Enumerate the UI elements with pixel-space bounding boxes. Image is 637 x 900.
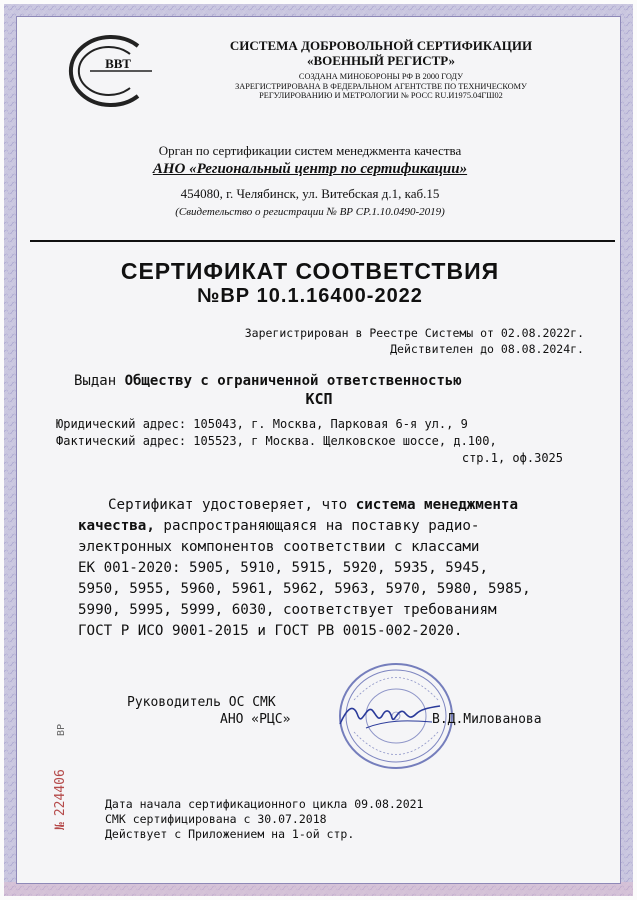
system-subtitle xyxy=(166,72,596,101)
certificate-title: СЕРТИФИКАТ СООТВЕТСТВИЯ xyxy=(120,258,500,284)
certification-body-registration: (Свидетельство о регистрации № ВР СР.1.10.0490-2019) xyxy=(175,206,445,218)
vvt-logo-icon xyxy=(60,32,158,110)
statement-line5: 5950, 5955, 5960, 5961, 5962, 5963, 5970, 5980, 5985, xyxy=(78,581,531,597)
certification-body-type: Орган по сертификации систем менеджмента качества xyxy=(158,143,462,158)
serial-series: ВР xyxy=(56,723,67,736)
statement-line2 xyxy=(78,518,479,534)
header-divider xyxy=(30,240,615,242)
appendix-note: Действует с Приложением на 1-ой стр. xyxy=(105,827,355,841)
certification-body-name: АНО «Региональный центр по сертификации» xyxy=(152,161,468,177)
signer-organization: АНО «РЦС» xyxy=(220,712,291,727)
system-title-line1: СИСТЕМА ДОБРОВОЛЬНОЙ СЕРТИФИКАЦИИ xyxy=(229,38,533,53)
certificate-number: №ВР 10.1.16400-2022 xyxy=(197,285,423,307)
serial-digits: 224406 xyxy=(53,769,68,817)
issued-to xyxy=(74,373,462,389)
valid-until: Действителен до 08.08.2024г. xyxy=(390,342,584,356)
registration-date: Зарегистрирован в Реестре Системы от 02.08.2022г. xyxy=(244,326,584,340)
serial-number xyxy=(26,712,86,832)
actual-address-line1: Фактический адрес: 105523, г Москва. Щелковское шоссе, д.100, xyxy=(56,434,497,448)
system-sub-line1: СОЗДАНА МИНОБОРОНЫ РФ В 2000 ГОДУ xyxy=(298,72,464,81)
statement-line4: ЕК 001-2020: 5905, 5910, 5915, 5920, 5935, 5945, xyxy=(78,560,488,576)
statement-line3: электронных компонентов соответствии с классами xyxy=(78,539,480,555)
company-name: КСП xyxy=(305,390,333,408)
statement-l1b: система менеджмента xyxy=(355,497,519,513)
statement-l2b: распространяющаяся на поставку радио- xyxy=(154,518,480,534)
system-title-line2: «ВОЕННЫЙ РЕГИСТР» xyxy=(306,53,456,68)
statement-line1 xyxy=(108,497,518,513)
serial-prefix: № xyxy=(53,822,68,830)
statement-line7: ГОСТ Р ИСО 9001-2015 и ГОСТ РВ 0015-002-2020. xyxy=(78,623,463,639)
statement-line6: 5990, 5995, 5999, 6030, соответствует требованиям xyxy=(78,602,497,618)
system-sub-line3: РЕГУЛИРОВАНИЮ И МЕТРОЛОГИИ № РОСС RU.И1975.04ГШ02 xyxy=(259,91,503,100)
logo-text: ВВТ xyxy=(105,56,131,71)
signer-role: Руководитель ОС СМК xyxy=(127,695,276,710)
system-sub-line2: ЗАРЕГИСТРИРОВАНА В ФЕДЕРАЛЬНОМ АГЕНТСТВЕ ПО ТЕХНИЧЕСКОМУ xyxy=(235,81,527,91)
certification-body-address: 454080, г. Челябинск, ул. Витебская д.1, каб.15 xyxy=(180,186,440,201)
statement-l2a: качества, xyxy=(78,518,155,534)
qms-certified-since: СМК сертифицирована с 30.07.2018 xyxy=(105,812,327,826)
certification-cycle-start: Дата начала сертификационного цикла 09.08.2021 xyxy=(105,797,424,811)
handwritten-signature-icon xyxy=(336,696,446,732)
system-title xyxy=(166,38,596,68)
issued-prefix: Выдан xyxy=(74,373,125,389)
signer-name: В.Д.Милованова xyxy=(432,712,542,727)
statement-l1a: Сертификат удостоверяет, что xyxy=(108,497,356,513)
issued-recipient: Обществу с ограниченной ответственностью xyxy=(124,373,462,389)
serial-number-value xyxy=(53,769,68,830)
actual-address-line2: стр.1, оф.3025 xyxy=(461,451,563,465)
legal-address: Юридический адрес: 105043, г. Москва, Парковая 6-я ул., 9 xyxy=(56,417,468,431)
